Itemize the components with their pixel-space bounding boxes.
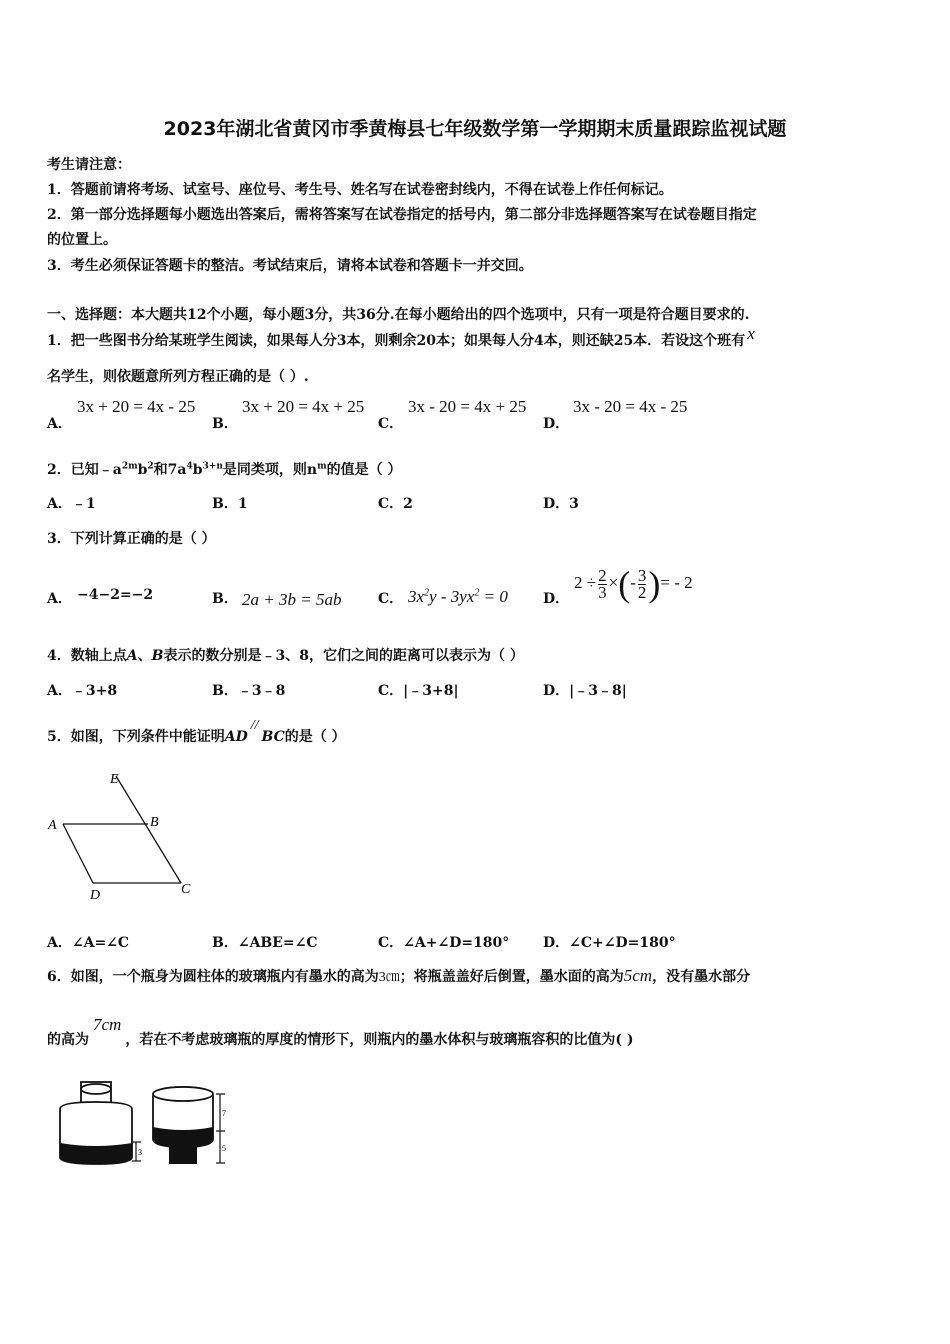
q6-marker-inverted [216, 1094, 226, 1163]
q3-d-rparen: ) [648, 564, 661, 604]
q6-text-2a: 的高为 [47, 1032, 89, 1048]
q3-option-c-label: C． [378, 591, 404, 607]
q1-option-a-label: A． [47, 416, 72, 432]
notice-item-2: 2．第一部分选择题每小题选出答案后，需将答案写在试卷指定的括号内，第二部分非选择题答案写在试卷题目指定 [47, 207, 757, 223]
notice-heading: 考生请注意： [47, 157, 131, 173]
q3-option-b[interactable]: 2a + 3b = 5ab [242, 590, 342, 609]
q4-option-c[interactable]: C．|﹣3+8| [378, 683, 459, 699]
q5-line-ad [63, 824, 93, 883]
q3-option-b-label: B． [212, 591, 238, 607]
page-title: 2023年湖北省黄冈市季黄梅县七年级数学第一学期期末质量跟踪监视试题 [163, 118, 787, 140]
q1-option-c[interactable]: 3x - 20 = 4x + 25 [408, 397, 527, 416]
q3-d-frac2-den: 2 [637, 582, 647, 602]
notice-item-3: 3．考生必须保证答题卡的整洁。考试结束后，请将本试卷和答题卡一并交回。 [47, 258, 533, 274]
q3-option-a-label: A． [47, 591, 72, 607]
q3-c-part3: = 0 [479, 587, 508, 606]
q1-option-b[interactable]: 3x + 20 = 4x + 25 [242, 397, 365, 416]
q1-stem-line2: 名学生，则依题意所列方程正确的是（ ）. [47, 369, 309, 385]
q3-option-d[interactable] [574, 563, 693, 605]
q3-d-minus: - [630, 572, 636, 592]
q5-line-ec [116, 776, 181, 883]
q1-option-a[interactable]: 3x + 20 = 4x - 25 [77, 397, 196, 416]
q6-height-ink: 3㎝ [378, 970, 400, 985]
q1-variable: x [747, 324, 755, 343]
q2-option-d[interactable]: D．3 [543, 496, 579, 512]
notice-item-2-cont: 的位置上。 [47, 232, 117, 248]
q6-text-2b: ，若在不考虑玻璃瓶的厚度的情形下，则瓶内的墨水体积与玻璃瓶容积的比值为( ) [125, 1032, 634, 1048]
q2-exp-2: 2 [147, 461, 154, 472]
q2-exp-3: 4 [186, 461, 193, 472]
q5-label-a: A [48, 818, 57, 833]
q4-point-a: A [126, 648, 138, 664]
q5-bc: BC [261, 729, 285, 745]
q2-exp-4: 3+n [202, 461, 223, 472]
q2-text-pre: 2．已知﹣a [47, 462, 122, 478]
q5-option-d[interactable]: D．∠C+∠D=180° [543, 935, 676, 951]
q6-bottle-upright [60, 1082, 132, 1164]
q3-c-part1: 3x [408, 587, 425, 606]
q3-c-part2: y - 3yx [429, 587, 475, 606]
q5-figure [44, 765, 204, 905]
q1-stem-line1 [47, 324, 755, 350]
q5-stem [47, 718, 346, 746]
q6-text-1b: ；将瓶盖盖好后倒置，墨水面的高为 [399, 969, 624, 985]
q6-text-1c: ，没有墨水部分 [652, 969, 751, 985]
q5-text-post: 的是（ ） [284, 729, 346, 745]
q1-option-d-label: D． [543, 416, 570, 432]
q5-parallel-symbol: // [250, 718, 259, 733]
q1-option-d[interactable]: 3x - 20 = 4x - 25 [573, 397, 688, 416]
q2-text-b1: b [137, 462, 148, 478]
q1-option-c-label: C． [378, 416, 404, 432]
q5-label-b: B [150, 815, 159, 830]
q4-option-a[interactable]: A．﹣3+8 [47, 683, 118, 699]
q5-option-b[interactable]: B．∠ABE=∠C [212, 935, 318, 951]
q4-option-d[interactable]: D．|﹣3﹣8| [543, 683, 627, 699]
q6-height-inverted: 5cm [623, 966, 653, 985]
q5-option-a[interactable]: A．∠A=∠C [47, 935, 130, 951]
q6-bottle-inverted [153, 1087, 213, 1164]
q6-fig-label-7: 7 [222, 1109, 226, 1118]
q4-text-post: 表示的数分别是﹣3、8，它们之间的距离可以表示为（ ） [163, 648, 524, 664]
q2-option-a[interactable]: A．﹣1 [47, 496, 96, 512]
q4-text-pre: 4．数轴上点 [47, 648, 127, 664]
q2-option-b[interactable]: B．1 [212, 496, 248, 512]
q3-c-exp2: 2 [474, 587, 480, 599]
q6-stem-line1 [47, 966, 750, 986]
q2-text-post: 的值是（ ） [326, 462, 402, 478]
section-heading: 一、选择题：本大题共12个小题，每小题3分，共36分.在每小题给出的四个选项中，只有一项是符合题目要求的. [47, 307, 750, 323]
q3-d-times: × [608, 572, 619, 592]
q4-point-b: B [151, 648, 164, 664]
q3-d-result: = - 2 [660, 572, 693, 592]
q6-fig-label-5: 5 [222, 1144, 226, 1153]
q6-fig-label-3: 3 [138, 1148, 142, 1157]
q3-d-lparen: ( [618, 564, 631, 604]
q6-stem-line2 [47, 1015, 634, 1049]
q2-exp-5: m [317, 461, 327, 472]
q3-d-frac1-num: 2 [598, 565, 607, 585]
q3-c-exp1: 2 [424, 587, 430, 599]
q3-stem: 3．下列计算正确的是（ ） [47, 531, 216, 547]
q5-label-d: D [90, 888, 101, 903]
q2-stem [47, 459, 402, 479]
q2-text-mid: 和7a [153, 462, 187, 478]
q4-stem [47, 645, 524, 665]
q3-option-d-label: D． [543, 591, 570, 607]
q5-ad: AD [224, 729, 248, 745]
q1-text: 1．把一些图书分给某班学生阅读，如果每人分3本，则剩余20本；如果每人分4本，则还缺25本．若设这个班有 [47, 333, 746, 349]
q6-height-empty: 7cm [93, 1015, 122, 1034]
q2-option-c[interactable]: C．2 [378, 496, 413, 512]
q4-option-b[interactable]: B．﹣3﹣8 [212, 683, 286, 699]
q5-label-c: C [181, 882, 191, 897]
q3-option-c[interactable] [408, 587, 508, 607]
q2-exp-1: 2m [121, 461, 138, 472]
q5-text-pre: 5．如图，下列条件中能证明 [47, 729, 225, 745]
q3-d-lead: 2 ÷ [574, 572, 597, 592]
q4-sep: 、 [137, 648, 152, 664]
q3-d-frac1 [598, 565, 607, 602]
q3-d-frac2-num: 3 [637, 565, 647, 585]
q6-figure [50, 1075, 245, 1175]
q6-marker-ink [132, 1142, 142, 1161]
q3-d-frac1-den: 3 [598, 582, 607, 602]
q5-label-e: E [110, 772, 119, 787]
q2-text-n: 是同类项，则n [222, 462, 318, 478]
q5-option-c[interactable]: C．∠A+∠D=180° [378, 935, 510, 951]
notice-item-1: 1．答题前请将考场、试室号、座位号、考生号、姓名写在试卷密封线内，不得在试卷上作任何标记。 [47, 182, 673, 198]
q3-d-frac2 [637, 565, 647, 602]
q3-option-a[interactable]: −4−2=−2 [77, 587, 154, 603]
q1-option-b-label: B． [212, 416, 238, 432]
q2-text-b2: b [192, 462, 203, 478]
q6-text-1a: 6．如图，一个瓶身为圆柱体的玻璃瓶内有墨水的高为 [47, 969, 379, 985]
